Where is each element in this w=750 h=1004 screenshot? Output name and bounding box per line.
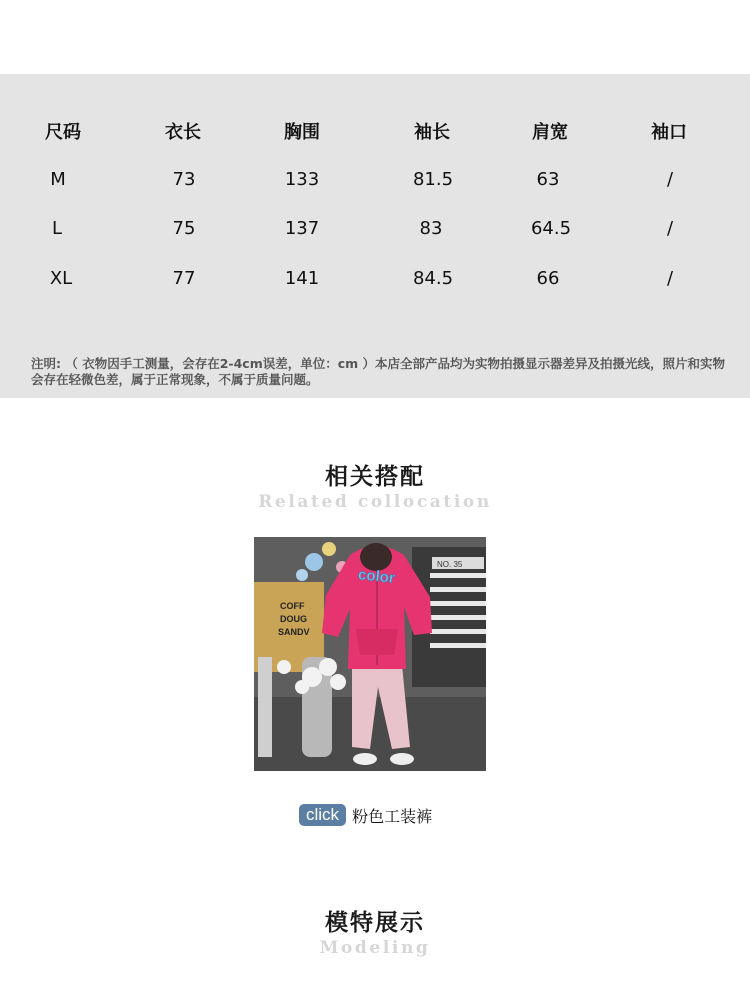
header-length: 衣长 bbox=[165, 122, 201, 143]
modeling-section-title: 模特展示 bbox=[325, 910, 425, 936]
row-m-size: M bbox=[50, 169, 66, 190]
row-m-length: 73 bbox=[172, 169, 196, 190]
product-name-label[interactable]: 粉色工装裤 bbox=[352, 806, 433, 826]
row-xl-cuff: / bbox=[666, 268, 674, 289]
header-cuff: 袖口 bbox=[651, 122, 687, 143]
row-xl-length: 77 bbox=[172, 268, 196, 289]
related-product-photo[interactable] bbox=[254, 537, 486, 771]
related-section-title: 相关搭配 bbox=[325, 464, 425, 490]
row-xl-shoulder: 66 bbox=[536, 268, 560, 289]
row-l-cuff: / bbox=[666, 218, 674, 239]
sign-text-2: DOUG bbox=[280, 614, 307, 624]
modeling-section-subtitle: Modeling bbox=[319, 938, 431, 958]
header-sleeve: 袖长 bbox=[414, 122, 450, 143]
row-l-shoulder: 64.5 bbox=[530, 218, 572, 239]
sign-text-1: COFF bbox=[280, 601, 305, 611]
hoodie-logo-text: color bbox=[357, 566, 396, 587]
row-m-shoulder: 63 bbox=[536, 169, 560, 190]
header-shoulder: 肩宽 bbox=[532, 122, 568, 143]
sign-text-3: SANDV bbox=[278, 627, 310, 637]
header-chest: 胸围 bbox=[284, 122, 320, 143]
row-xl-size: XL bbox=[49, 268, 73, 289]
row-l-length: 75 bbox=[172, 218, 196, 239]
measurement-note: 注明: （ 衣物因手工测量，会存在2-4cm误差，单位：cm ）本店全部产品均为实物拍摄显示器差异及拍摄光线，照片和实物会存在轻微色差，属于正常现象，不属于质量问题。 bbox=[31, 356, 726, 387]
row-xl-chest: 141 bbox=[284, 268, 320, 289]
related-section-subtitle: Related collocation bbox=[258, 492, 492, 512]
door-number-text: NO. 35 bbox=[437, 560, 463, 569]
row-l-size: L bbox=[51, 218, 63, 239]
size-chart-panel bbox=[0, 74, 750, 398]
row-m-cuff: / bbox=[666, 169, 674, 190]
click-button[interactable]: click bbox=[299, 804, 346, 826]
row-m-sleeve: 81.5 bbox=[412, 169, 454, 190]
outfit-photo-illustration bbox=[254, 537, 486, 771]
row-l-sleeve: 83 bbox=[419, 218, 443, 239]
row-l-chest: 137 bbox=[284, 218, 320, 239]
header-size: 尺码 bbox=[45, 122, 81, 143]
row-xl-sleeve: 84.5 bbox=[412, 268, 454, 289]
product-link-row[interactable] bbox=[299, 803, 432, 827]
row-m-chest: 133 bbox=[284, 169, 320, 190]
